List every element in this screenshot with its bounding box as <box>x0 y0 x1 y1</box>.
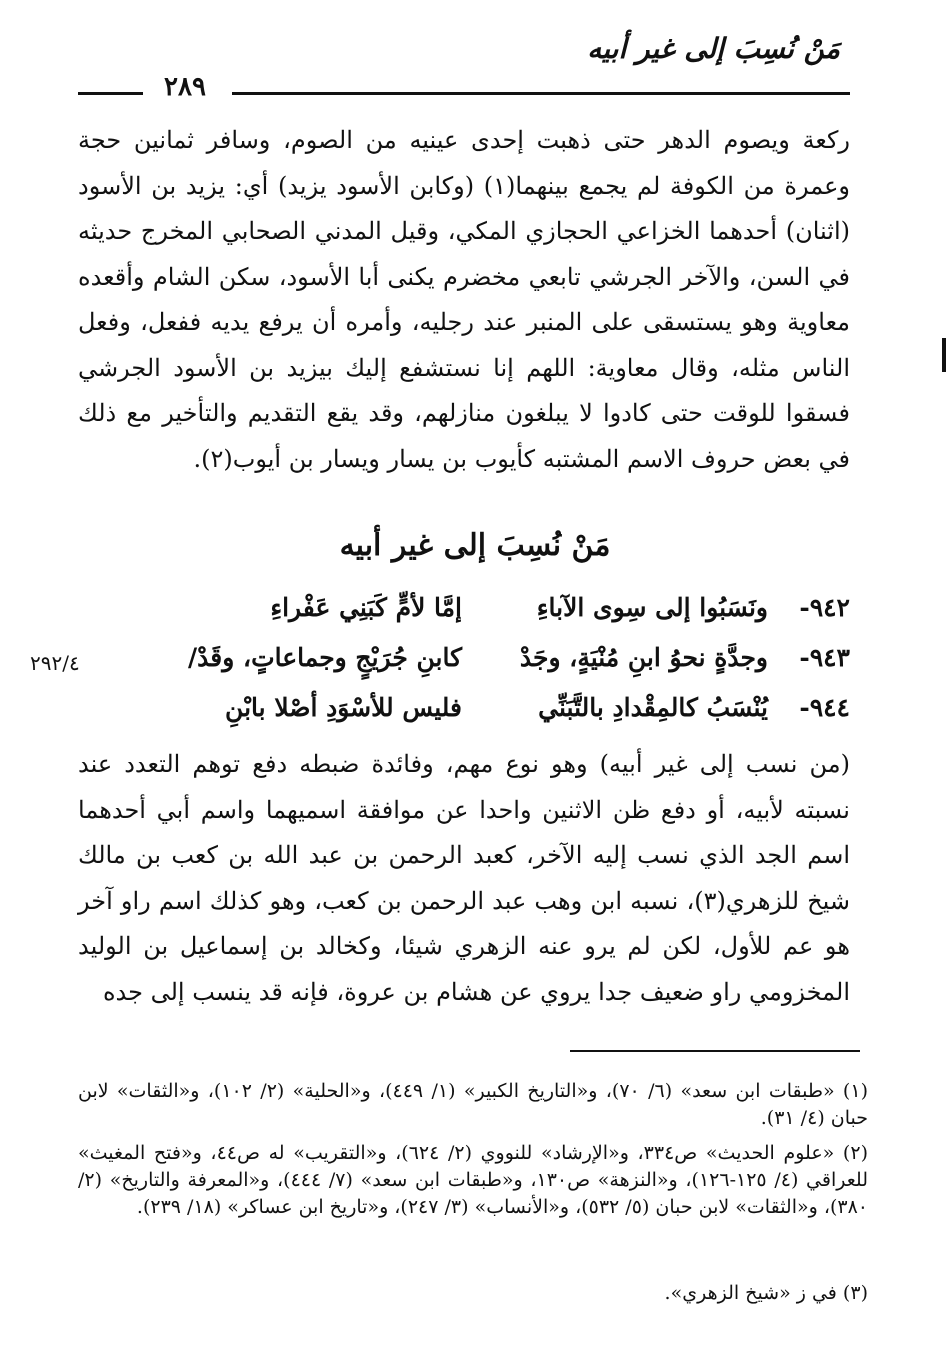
margin-mark <box>942 338 946 372</box>
verse-number: ٩٤٣- <box>799 643 850 672</box>
body-paragraph-1: ركعة ويصوم الدهر حتى ذهبت إحدى عينيه من الصوم، وسافر ثمانين حجة وعمرة من الكوفة لم يجمع بينهما(١) (وكابن الأسود يزيد) أي: يزيد بن الأسود (اثنان) أحدهما الخزاعي الحجازي المكي، وقيل المدني الصحابي المخرج حديثه في السن، والآخر الجرشي تابعي مخضرم يكنى أبا الأسود، سكن الشام وأقعده معاوية وهو يستسقى على المنبر عند رجليه، وأمره أن يرفع يديه ففعل، وفعل الناس مثله، وقال معاوية: اللهم إنا نستشفع إليك بيزيد بن الأسود الجرشي فسقوا للوقت حتى كادوا لا يبلغون منازلهم، وقد يقع التقديم والتأخير مع ذلك في بعض حروف الاسم المشتبه كأيوب بن يسار ويسار بن أيوب(٢). <box>78 126 850 473</box>
running-head: مَنْ نُسِبَ إلى غير أبيه <box>587 32 840 65</box>
page-number: ٢٨٩ <box>164 72 206 102</box>
verse-reference: ٢٩٢/٤ <box>30 651 80 675</box>
verse-number: ٩٤٤- <box>799 693 850 722</box>
verse-hemistich-second: كابنِ جُرَيْجٍ وجماعاتٍ، وقَدْ/ <box>188 643 462 672</box>
header-rule-right <box>232 92 850 95</box>
verse-hemistich-first: ونَسَبُوا إلى سِوى الآباءِ <box>536 593 768 622</box>
verse-hemistich-second: فليس للأسْوَدِ أصْلا بابْنِ <box>225 693 462 722</box>
header-rule-left <box>78 92 143 95</box>
footnote-1: (١) «طبقات ابن سعد» (٦/ ٧٠)، و«التاريخ الكبير» (١/ ٤٤٩)، و«الحلية» (٢/ ١٠٢)، و«الثقات» لابن حبان (٤/ ٣١). <box>78 1080 868 1129</box>
footnote-2: (٢) «علوم الحديث» ص٣٣٤، و«الإرشاد» للنووي (٢/ ٦٢٤)، و«التقريب» له ص٤٤، و«فتح المغيث» للعراقي (٤/ ١٢٥-١٢٦)، و«النزهة» ص١٣٠، و«طبقات ابن سعد» (٧/ ٤٤٤)، و«المعرفة والتاريخ» (٢/ ٣٨٠)، و«الثقات» لابن حبان (٥/ ٥٣٢)، و«الأنساب» (٣/ ٢٤٧)، و«تاريخ ابن عساكر» (١٨/ ٢٣٩). <box>78 1142 868 1218</box>
verse-hemistich-second: إمَّا لأمٍّ كَبَنِي عَفْراءِ <box>270 593 462 622</box>
verse-hemistich-first: وجدَّةٍ نحوُ ابنِ مُنْيَةٍ، وجَدْ <box>519 643 768 672</box>
footnote-3: (٣) في ز «شيخ الزهري». <box>664 1282 868 1304</box>
verse-943 <box>90 643 850 687</box>
verse-number: ٩٤٢- <box>799 593 850 622</box>
footnote-rule <box>570 1050 860 1052</box>
verse-hemistich-first: يُنْسَبُ كالمِقْدادِ بالتَّبَنِّي <box>538 693 768 722</box>
body-paragraph-2: (من نسب إلى غير أبيه) وهو نوع مهم، وفائدة ضبطه دفع توهم التعدد عند نسبته لأبيه، أو دفع ظن الاثنين واحدا عن موافقة اسميهما واسم أبي أحدهما اسم الجد الذي نسب إليه الآخر، كعبد الرحمن بن عبد الله بن كعب بن مالك شيخ للزهري(٣)، نسبه ابن وهب عبد الرحمن بن كعب، وهو كذلك اسم راو آخر هو عم للأول، لكن لم يرو عنه الزهري شيئا، وكخالد بن إسماعيل بن الوليد المخزومي راو ضعيف جدا يروي عن هشام بن عروة، فإنه قد ينسب إلى جده <box>78 750 850 1006</box>
verse-944 <box>90 693 850 737</box>
verse-942 <box>90 593 850 637</box>
section-title: مَنْ نُسِبَ إلى غير أبيه <box>339 528 611 563</box>
